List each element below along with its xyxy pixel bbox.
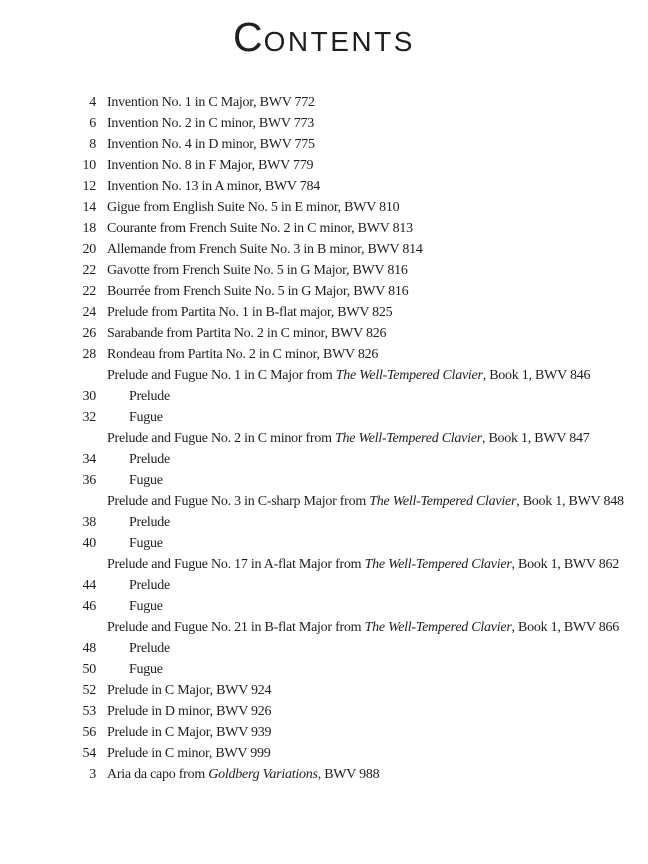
toc-entry <box>0 407 648 428</box>
page-number <box>0 554 96 575</box>
entry-title <box>107 701 271 722</box>
entry-title <box>107 302 392 323</box>
entry-title <box>107 344 378 365</box>
toc-entry <box>0 176 648 197</box>
page-number: 26 <box>82 326 96 341</box>
toc-entry <box>0 491 648 512</box>
entry-text: Prelude <box>129 452 171 467</box>
toc-entry <box>0 470 648 491</box>
entry-text: Courante from French Suite No. 2 in C minor, BWV 813 <box>107 221 413 236</box>
entry-text: Prelude <box>129 641 171 656</box>
entry-title <box>107 113 314 134</box>
entry-text: Fugue <box>129 473 163 488</box>
page-number: 24 <box>82 305 96 320</box>
entry-title <box>107 743 271 764</box>
entry-title <box>107 92 315 113</box>
italic-work-title: Goldberg Variations <box>208 767 318 782</box>
page-number: 22 <box>82 284 96 299</box>
entry-title <box>129 659 163 680</box>
entry-title <box>107 680 271 701</box>
entry-text: Gavotte from French Suite No. 5 in G Major, BWV 816 <box>107 263 408 278</box>
page-number: 6 <box>89 116 96 131</box>
toc-entry <box>0 575 648 596</box>
toc-entry <box>0 554 648 575</box>
toc-entry <box>0 92 648 113</box>
page-number <box>0 365 96 386</box>
italic-work-title: The Well-Tempered Clavier <box>364 620 512 635</box>
entry-title <box>129 638 170 659</box>
entry-text: Allemande from French Suite No. 3 in B minor, BWV 814 <box>107 242 423 257</box>
entry-text: , Book 1, BWV 866 <box>511 620 620 635</box>
toc-entry <box>0 722 648 743</box>
page-number: 40 <box>82 536 96 551</box>
entry-title <box>129 596 163 617</box>
italic-work-title: The Well-Tempered Clavier <box>369 494 517 509</box>
entry-title <box>129 575 170 596</box>
entry-text: Sarabande from Partita No. 2 in C minor, BWV 826 <box>107 326 387 341</box>
page-number: 48 <box>82 641 96 656</box>
entry-title <box>107 134 315 155</box>
entry-text: Prelude and Fugue No. 3 in C-sharp Major from <box>107 494 370 509</box>
page-number <box>0 617 96 638</box>
entry-text: Fugue <box>129 599 163 614</box>
toc-entry <box>0 134 648 155</box>
page-number: 36 <box>82 473 96 488</box>
toc-entry <box>0 764 648 785</box>
entry-title <box>129 512 170 533</box>
toc-entry <box>0 617 648 638</box>
toc-entry <box>0 512 648 533</box>
page-number: 46 <box>82 599 96 614</box>
entry-text: Invention No. 2 in C minor, BWV 773 <box>107 116 315 131</box>
entry-text: Fugue <box>129 536 163 551</box>
page-number: 56 <box>82 725 96 740</box>
toc-entry <box>0 281 648 302</box>
entry-title <box>107 155 313 176</box>
page-number: 3 <box>89 767 96 782</box>
entry-title <box>107 554 619 575</box>
page-number: 34 <box>82 452 96 467</box>
entry-text: Prelude and Fugue No. 21 in B-flat Major from <box>107 620 365 635</box>
entry-text: Prelude in C Major, BWV 924 <box>107 683 272 698</box>
italic-work-title: The Well-Tempered Clavier <box>335 368 483 383</box>
entry-title <box>129 470 163 491</box>
entry-text: Prelude in D minor, BWV 926 <box>107 704 272 719</box>
entry-text: , Book 1, BWV 862 <box>511 557 620 572</box>
toc-entry <box>0 596 648 617</box>
page-number: 10 <box>82 158 96 173</box>
italic-work-title: The Well-Tempered Clavier <box>364 557 512 572</box>
entry-text: Prelude and Fugue No. 2 in C minor from <box>107 431 335 446</box>
entry-title <box>107 365 590 386</box>
page-number: 38 <box>82 515 96 530</box>
entry-title <box>107 722 271 743</box>
page-number: 30 <box>82 389 96 404</box>
page-number <box>0 491 96 512</box>
page-number: 4 <box>89 95 96 110</box>
entry-text: , Book 1, BWV 846 <box>482 368 591 383</box>
entry-title <box>107 239 423 260</box>
entry-text: Prelude and Fugue No. 1 in C Major from <box>107 368 336 383</box>
entry-text: Fugue <box>129 410 163 425</box>
page-number <box>0 428 96 449</box>
toc-entry <box>0 365 648 386</box>
entry-text: Prelude in C minor, BWV 999 <box>107 746 271 761</box>
entry-text: Rondeau from Partita No. 2 in C minor, BWV 826 <box>107 347 379 362</box>
page-number: 50 <box>82 662 96 677</box>
entry-text: Prelude in C Major, BWV 939 <box>107 725 272 740</box>
page-number: 14 <box>82 200 96 215</box>
entry-text: Invention No. 1 in C Major, BWV 772 <box>107 95 315 110</box>
entry-title <box>129 386 170 407</box>
page-number: 20 <box>82 242 96 257</box>
entry-text: Prelude and Fugue No. 17 in A-flat Major from <box>107 557 365 572</box>
toc-entry <box>0 218 648 239</box>
entry-title <box>107 197 399 218</box>
entry-title <box>107 281 408 302</box>
toc-entry <box>0 743 648 764</box>
toc-entry <box>0 239 648 260</box>
entry-text: Prelude from Partita No. 1 in B-flat major, BWV 825 <box>107 305 393 320</box>
toc-entry <box>0 680 648 701</box>
toc-entry <box>0 197 648 218</box>
entry-text: Invention No. 8 in F Major, BWV 779 <box>107 158 314 173</box>
entry-text: , BWV 988 <box>317 767 380 782</box>
entry-title <box>107 617 619 638</box>
toc-entry <box>0 302 648 323</box>
toc-entry <box>0 323 648 344</box>
entry-title <box>129 449 170 470</box>
entry-title <box>107 218 413 239</box>
entry-text: Prelude <box>129 515 171 530</box>
entry-text: Invention No. 4 in D minor, BWV 775 <box>107 137 315 152</box>
toc-entry <box>0 386 648 407</box>
entry-text: , Book 1, BWV 847 <box>481 431 590 446</box>
entry-text: Prelude <box>129 389 171 404</box>
entry-title <box>107 176 320 197</box>
toc-entry <box>0 449 648 470</box>
italic-work-title: The Well-Tempered Clavier <box>334 431 482 446</box>
entry-text: Gigue from English Suite No. 5 in E minor, BWV 810 <box>107 200 400 215</box>
page-number: 52 <box>82 683 96 698</box>
entry-text: Fugue <box>129 662 163 677</box>
toc-entry <box>0 659 648 680</box>
page-title: CONTENTS <box>233 14 415 60</box>
toc-entry <box>0 701 648 722</box>
page-number: 44 <box>82 578 96 593</box>
entry-title <box>107 260 408 281</box>
page-number: 8 <box>89 137 96 152</box>
toc-list <box>0 92 648 785</box>
page-number: 54 <box>82 746 96 761</box>
entry-text: Bourrée from French Suite No. 5 in G Major, BWV 816 <box>107 284 409 299</box>
toc-entry <box>0 344 648 365</box>
entry-title <box>129 407 163 428</box>
page-number: 18 <box>82 221 96 236</box>
toc-entry <box>0 638 648 659</box>
entry-text: , Book 1, BWV 848 <box>516 494 624 509</box>
toc-entry <box>0 533 648 554</box>
page-number: 28 <box>82 347 96 362</box>
page-number: 22 <box>82 263 96 278</box>
entry-title <box>107 323 386 344</box>
page-number: 53 <box>82 704 96 719</box>
entry-text: Prelude <box>129 578 171 593</box>
page-number: 12 <box>82 179 96 194</box>
entry-title <box>107 428 589 449</box>
entry-title <box>107 491 624 512</box>
entry-title <box>129 533 163 554</box>
toc-entry <box>0 428 648 449</box>
toc-entry <box>0 155 648 176</box>
toc-entry <box>0 113 648 134</box>
entry-text: Invention No. 13 in A minor, BWV 784 <box>107 179 321 194</box>
entry-title <box>107 764 379 785</box>
entry-text: Aria da capo from <box>107 767 209 782</box>
page-number: 32 <box>82 410 96 425</box>
toc-entry <box>0 260 648 281</box>
